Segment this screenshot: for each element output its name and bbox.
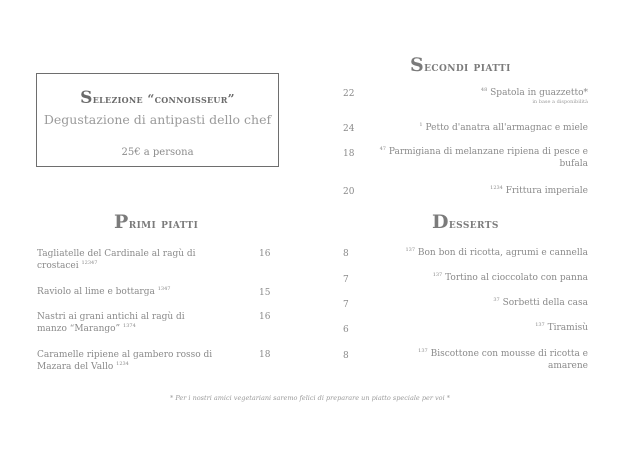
secondi-item: $^{47}$ Parmigiana di melanzane ripiena di pesce e bufala — [379, 146, 588, 169]
primi-item: Caramelle ripiene al gambero rosso di Mazara del Vallo $^{1234}$ — [37, 350, 213, 372]
secondi-price: 20 — [343, 187, 355, 197]
availability-note: in base a disponibilità — [532, 99, 588, 105]
dessert-price: 8 — [343, 249, 349, 259]
secondi-price: 22 — [343, 89, 355, 99]
dessert-item: $^{137}$ Tortino al cioccolato con panna — [432, 272, 588, 283]
primi-title: Primi piatti — [114, 211, 199, 233]
dessert-price: 6 — [343, 325, 349, 335]
secondi-price: 18 — [343, 149, 355, 159]
connoisseur-price: 25€ a persona — [121, 147, 194, 158]
desserts-title: Desserts — [432, 211, 499, 233]
primi-item: Raviolo al lime e bottarga $^{1347}$ — [37, 286, 171, 297]
connoisseur-title: Selezione “connoisseur” — [80, 88, 235, 108]
secondi-item: $^{1234}$ Frittura imperiale — [490, 185, 588, 196]
dessert-item: $^{137}$ Tiramisù — [535, 322, 588, 333]
dessert-price: 7 — [343, 300, 349, 310]
vegetarian-note: * Per i nostri amici vegetariani saremo felici di preparare un piatto speciale per voi * — [170, 394, 450, 402]
primi-item: Nastri ai grani antichi al ragù di manzo “Marango” $^{1374}$ — [37, 312, 185, 334]
primi-price: 16 — [259, 249, 271, 259]
connoisseur-box — [36, 73, 279, 167]
dessert-price: 8 — [343, 351, 349, 361]
secondi-title: Secondi piatti — [410, 54, 511, 76]
dessert-item: $^{137}$ Biscottone con mousse di ricotta e amarene — [418, 348, 588, 371]
connoisseur-subtitle: Degustazione di antipasti dello chef — [43, 112, 272, 127]
secondi-item: $^{48}$ Spatola in guazzetto* in base a disponibilità — [378, 87, 588, 105]
secondi-price: 24 — [343, 124, 355, 134]
primi-price: 18 — [259, 350, 271, 360]
secondi-item: $^1$ Petto d'anatra all'armagnac e miele — [419, 122, 588, 133]
dessert-price: 7 — [343, 275, 349, 285]
primi-price: 16 — [259, 312, 271, 322]
primi-item: Tagliatelle del Cardinale al ragù di crostacei $^{12347}$ — [37, 249, 196, 271]
primi-price: 15 — [259, 288, 271, 298]
dessert-item: $^{37}$ Sorbetti della casa — [493, 297, 588, 308]
dessert-item: $^{137}$ Bon bon di ricotta, agrumi e cannella — [405, 247, 588, 258]
